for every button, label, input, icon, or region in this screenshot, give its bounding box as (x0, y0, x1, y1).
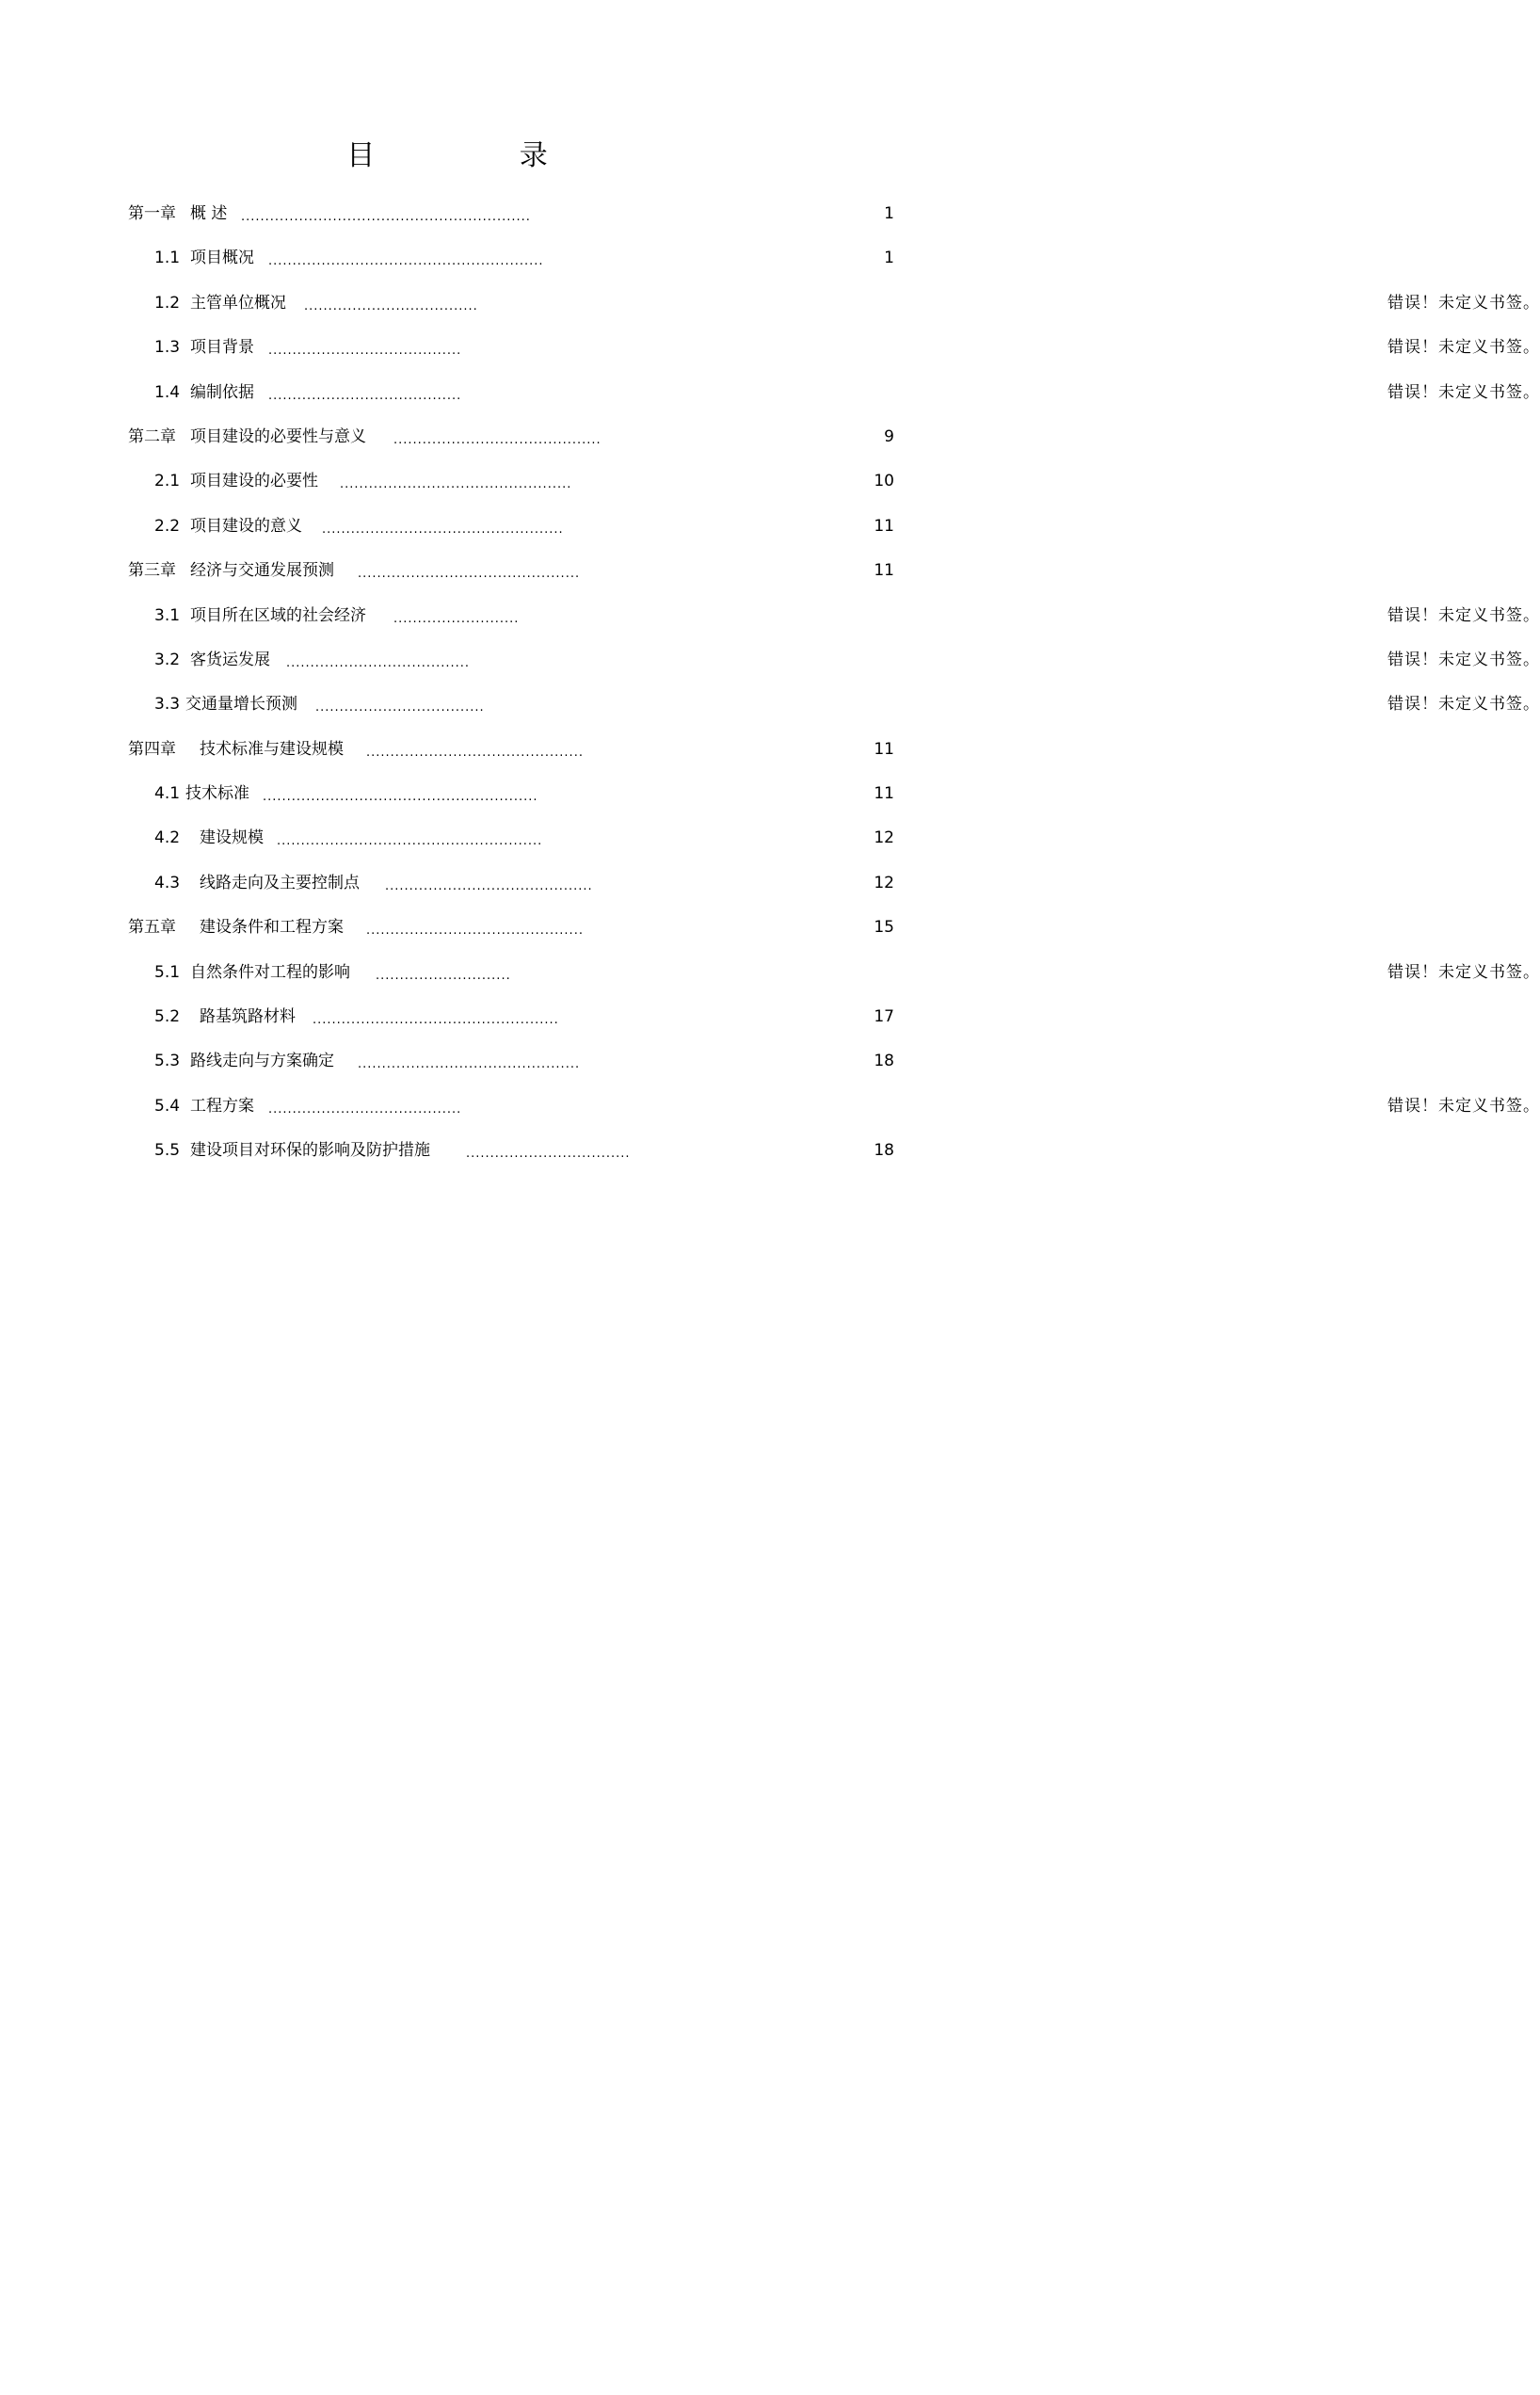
toc-entry-label: 概 述 (190, 204, 228, 223)
toc-bookmark-error: 错误！未定义书签。 (1388, 695, 1540, 715)
toc-entry-number: 1.1 (154, 249, 181, 268)
toc-entry-number: 第二章 (128, 426, 176, 446)
toc-leader-dots: ................................................... (313, 1013, 559, 1028)
toc-leader-dots: ........................................ (268, 1101, 462, 1117)
toc-entry-label: 技术标准 (185, 784, 249, 804)
toc-bookmark-error: 错误！未定义书签。 (1388, 962, 1540, 982)
toc-page-number: 1 (884, 249, 894, 268)
toc-entry-number: 第五章 (128, 918, 176, 938)
toc-section-entry[interactable] (0, 772, 894, 816)
toc-entry-number: 4.1 (154, 784, 181, 804)
toc-section-entry[interactable] (0, 683, 1540, 727)
toc-leader-dots: .............................................. (358, 567, 581, 582)
toc-entry-number: 第一章 (128, 204, 176, 223)
toc-entry-label: 工程方案 (190, 1096, 254, 1116)
toc-entry-number: 2.2 (154, 516, 181, 536)
toc-entry-number: 5.3 (154, 1052, 181, 1071)
toc-leader-dots: .................................................. (322, 522, 564, 537)
toc-entry-number: 2.1 (154, 472, 181, 491)
toc-entry-label: 建设规模 (200, 828, 264, 848)
toc-entry-label: 主管单位概况 (190, 293, 286, 313)
toc-chapter-entry[interactable] (0, 728, 894, 772)
toc-entry-label: 线路走向及主要控制点 (200, 873, 360, 892)
toc-section-entry[interactable] (0, 995, 894, 1039)
toc-entry-number: 5.5 (154, 1141, 181, 1161)
toc-entry-label: 经济与交通发展预测 (190, 561, 334, 581)
toc-leader-dots: .................................. (466, 1147, 631, 1162)
toc-page-number: 11 (874, 784, 894, 804)
toc-entry-label: 客货运发展 (190, 650, 270, 669)
toc-entry-label: 项目建设的必要性与意义 (190, 426, 366, 446)
toc-section-entry[interactable] (0, 326, 1540, 370)
toc-entry-label: 项目建设的意义 (190, 516, 302, 536)
toc-section-entry[interactable] (0, 594, 1540, 638)
toc-entry-label: 编制依据 (190, 382, 254, 402)
toc-leader-dots: ................................................ (340, 477, 572, 492)
toc-entry-number: 第三章 (128, 561, 176, 581)
toc-entry-number: 5.1 (154, 962, 181, 982)
toc-page-number: 9 (884, 426, 894, 446)
toc-section-entry[interactable] (0, 281, 1540, 326)
toc-entry-number: 3.1 (154, 605, 181, 625)
toc-chapter-entry[interactable] (0, 415, 894, 459)
toc-leader-dots: ............................................................ (241, 210, 531, 224)
toc-page-number: 1 (884, 204, 894, 223)
toc-entry-number: 1.2 (154, 293, 181, 313)
toc-page-number: 10 (874, 472, 894, 491)
toc-entry-number: 4.3 (154, 873, 181, 892)
toc-entry-label: 技术标准与建设规模 (200, 739, 344, 759)
toc-entry-number: 3.3 (154, 695, 181, 715)
toc-entry-label: 项目背景 (190, 338, 254, 358)
toc-leader-dots: ....................................................... (277, 834, 543, 849)
toc-page-number: 17 (874, 1007, 894, 1027)
toc-bookmark-error: 错误！未定义书签。 (1388, 338, 1540, 358)
toc-page-number: 18 (874, 1052, 894, 1071)
toc-page-number: 15 (874, 918, 894, 938)
toc-entry-label: 建设条件和工程方案 (200, 918, 344, 938)
toc-leader-dots: .................................... (304, 298, 478, 313)
toc-entry-number: 1.3 (154, 338, 181, 358)
toc-section-entry[interactable] (0, 371, 1540, 415)
toc-leader-dots: ........................................... (385, 878, 593, 893)
toc-section-entry[interactable] (0, 236, 894, 281)
toc-page-number: 12 (874, 873, 894, 892)
toc-section-entry[interactable] (0, 1039, 894, 1084)
toc-section-entry[interactable] (0, 861, 894, 906)
toc-entry-label: 项目概况 (190, 249, 254, 268)
toc-leader-dots: ............................................. (366, 924, 584, 939)
toc-leader-dots: ................................... (315, 700, 485, 715)
toc-entry-number: 第四章 (128, 739, 176, 759)
toc-bookmark-error: 错误！未定义书签。 (1388, 605, 1540, 625)
toc-page-number: 11 (874, 516, 894, 536)
toc-list (0, 192, 1540, 1174)
toc-section-entry[interactable] (0, 1085, 1540, 1129)
toc-leader-dots: ........................................ (268, 344, 462, 359)
toc-bookmark-error: 错误！未定义书签。 (1388, 293, 1540, 313)
toc-entry-label: 自然条件对工程的影响 (190, 962, 350, 982)
toc-leader-dots: .............................................. (358, 1057, 581, 1072)
toc-page-number: 11 (874, 739, 894, 759)
toc-entry-number: 5.2 (154, 1007, 181, 1027)
toc-leader-dots: ............................................. (366, 745, 584, 760)
toc-entry-number: 5.4 (154, 1096, 181, 1116)
toc-bookmark-error: 错误！未定义书签。 (1388, 1096, 1540, 1116)
toc-section-entry[interactable] (0, 951, 1540, 995)
toc-entry-number: 1.4 (154, 382, 181, 402)
toc-page-number: 18 (874, 1141, 894, 1161)
toc-leader-dots: ...................................... (286, 655, 471, 670)
toc-leader-dots: ............................ (376, 968, 511, 983)
toc-chapter-entry[interactable] (0, 192, 894, 236)
toc-entry-label: 项目所在区域的社会经济 (190, 605, 366, 625)
toc-bookmark-error: 错误！未定义书签。 (1388, 650, 1540, 669)
toc-entry-number: 3.2 (154, 650, 181, 669)
toc-entry-label: 建设项目对环保的影响及防护措施 (190, 1141, 430, 1161)
toc-entry-label: 路基筑路材料 (200, 1007, 296, 1027)
toc-chapter-entry[interactable] (0, 906, 894, 950)
toc-leader-dots: ........................................... (393, 432, 602, 447)
toc-leader-dots: ........................................ (268, 388, 462, 403)
toc-page-number: 12 (874, 828, 894, 848)
toc-chapter-entry[interactable] (0, 549, 894, 593)
toc-section-entry[interactable] (0, 638, 1540, 683)
toc-bookmark-error: 错误！未定义书签。 (1388, 382, 1540, 402)
toc-leader-dots: .......................... (393, 611, 520, 626)
toc-title: 目 录 (346, 139, 616, 172)
toc-section-entry[interactable] (0, 816, 894, 860)
toc-section-entry[interactable] (0, 505, 894, 549)
toc-entry-number: 4.2 (154, 828, 181, 848)
toc-leader-dots: ......................................................... (268, 254, 544, 269)
toc-section-entry[interactable] (0, 1129, 894, 1173)
toc-entry-label: 项目建设的必要性 (190, 472, 318, 491)
toc-entry-label: 路线走向与方案确定 (190, 1052, 334, 1071)
toc-page-number: 11 (874, 561, 894, 581)
toc-leader-dots: ......................................................... (263, 790, 538, 805)
toc-entry-label: 交通量增长预测 (185, 695, 297, 715)
toc-section-entry[interactable] (0, 459, 894, 504)
